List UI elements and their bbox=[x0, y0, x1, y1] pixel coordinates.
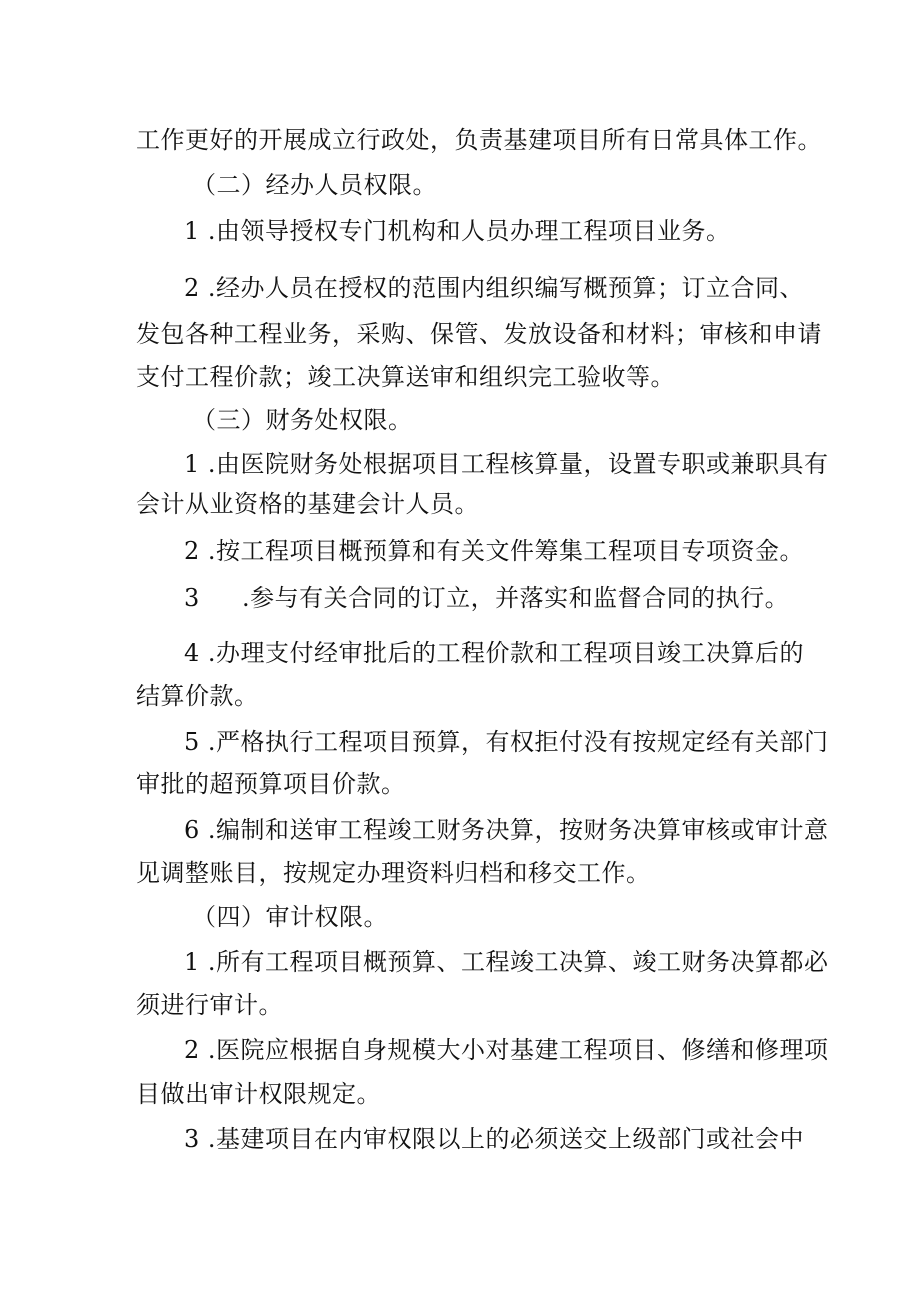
item-3-1-line-2: 会计从业资格的基建会计人员。 bbox=[136, 490, 479, 518]
item-2-1: 1 .由领导授权专门机构和人员办理工程项目业务。 bbox=[184, 217, 731, 245]
item-2-2-line-1: 2 .经办人员在授权的范围内组织编写概预算；订立合同、 bbox=[184, 274, 805, 302]
item-3-3 bbox=[0, 581, 920, 615]
item-2-2-line-2: 发包各种工程业务，采购、保管、发放设备和材料；审核和申请 bbox=[136, 320, 822, 348]
item-3-5-line-1: 5 .严格执行工程项目预算，有权拒付没有按规定经有关部门 bbox=[184, 728, 829, 756]
item-3-2: 2 .按工程项目概预算和有关文件筹集工程项目专项资金。 bbox=[184, 537, 805, 565]
item-3-1-line-1: 1 .由医院财务处根据项目工程核算量，设置专职或兼职具有 bbox=[184, 450, 829, 478]
item-4-3-line-1: 3 .基建项目在内审权限以上的必须送交上级部门或社会中 bbox=[184, 1125, 805, 1153]
item-3-6-line-2: 见调整账目，按规定办理资料归档和移交工作。 bbox=[136, 859, 651, 887]
item-4-1-line-2: 须进行审计。 bbox=[136, 991, 283, 1019]
item-3-4-line-1: 4 .办理支付经审批后的工程价款和工程项目竣工决算后的 bbox=[184, 639, 805, 667]
section-heading-3: （三）财务处权限。 bbox=[192, 406, 413, 434]
section-heading-4: （四）审计权限。 bbox=[192, 903, 388, 931]
item-3-3-number: 3 bbox=[184, 584, 200, 612]
item-3-5-line-2: 审批的超预算项目价款。 bbox=[136, 770, 406, 798]
item-4-2-line-2: 目做出审计权限规定。 bbox=[136, 1080, 381, 1108]
paragraph-line-continuation: 工作更好的开展成立行政处，负责基建项目所有日常具体工作。 bbox=[136, 126, 822, 154]
item-4-1-line-1: 1 .所有工程项目概预算、工程竣工决算、竣工财务决算都必 bbox=[184, 948, 829, 976]
item-3-3-text: .参与有关合同的订立，并落实和监督合同的执行。 bbox=[242, 584, 790, 612]
item-4-2-line-1: 2 .医院应根据自身规模大小对基建工程项目、修缮和修理项 bbox=[184, 1036, 829, 1064]
item-3-4-line-2: 结算价款。 bbox=[136, 682, 259, 710]
item-2-2-line-3: 支付工程价款；竣工决算送审和组织完工验收等。 bbox=[136, 363, 675, 391]
section-heading-2: （二）经办人员权限。 bbox=[192, 171, 437, 199]
item-3-6-line-1: 6 .编制和送审工程竣工财务决算，按财务决算审核或审计意 bbox=[184, 816, 829, 844]
